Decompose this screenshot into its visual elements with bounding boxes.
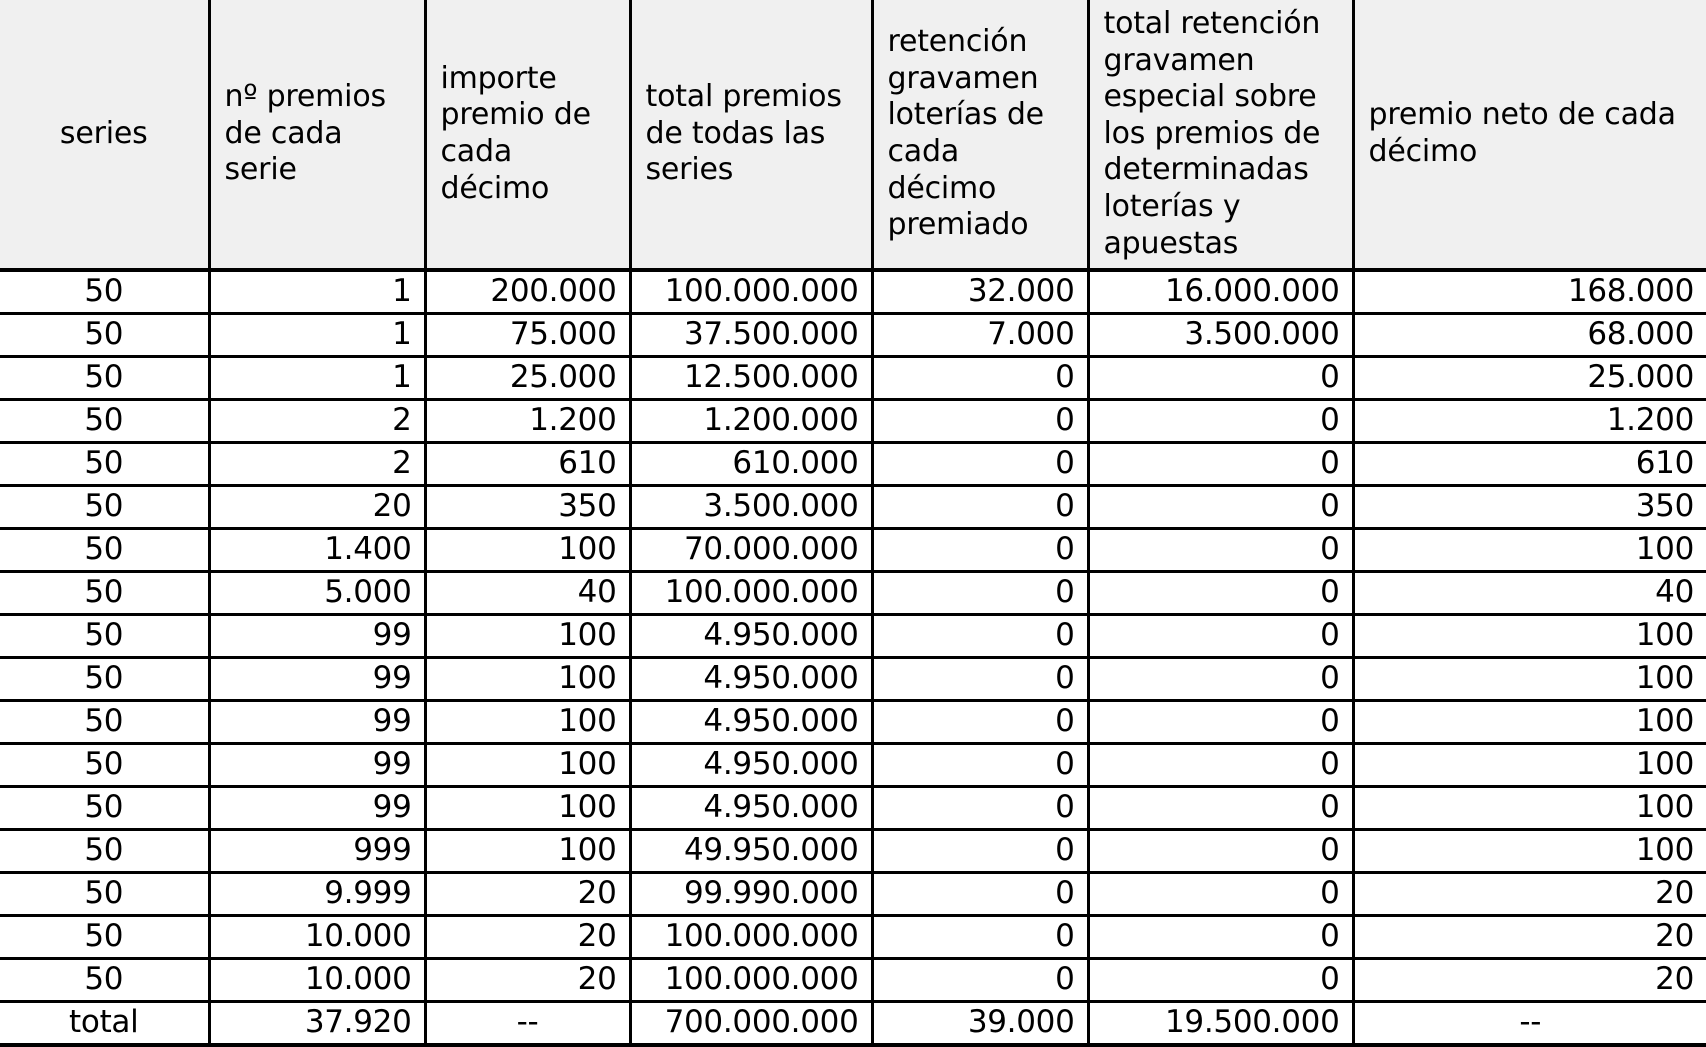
cell-total-retencion: 0 xyxy=(1088,443,1353,486)
cell-total-premios: 4.950.000 xyxy=(630,701,872,744)
cell-series: 50 xyxy=(0,615,209,658)
cell-premio-neto: -- xyxy=(1353,1002,1706,1046)
cell-total-premios: 37.500.000 xyxy=(630,314,872,357)
cell-total-retencion: 0 xyxy=(1088,572,1353,615)
cell-num-premios: 99 xyxy=(209,658,425,701)
cell-premio-neto: 100 xyxy=(1353,744,1706,787)
cell-premio-neto: 168.000 xyxy=(1353,270,1706,314)
cell-importe-premio: 75.000 xyxy=(425,314,630,357)
cell-importe-premio: 1.200 xyxy=(425,400,630,443)
cell-total-premios: 100.000.000 xyxy=(630,572,872,615)
cell-total-retencion: 0 xyxy=(1088,787,1353,830)
cell-total-retencion: 0 xyxy=(1088,486,1353,529)
cell-importe-premio: 100 xyxy=(425,787,630,830)
cell-total-retencion: 0 xyxy=(1088,658,1353,701)
table-header xyxy=(0,0,1706,270)
cell-retencion: 32.000 xyxy=(872,270,1088,314)
table-total-row xyxy=(0,1002,1706,1046)
cell-importe-premio: 20 xyxy=(425,959,630,1002)
table-row xyxy=(0,959,1706,1002)
cell-series: total xyxy=(0,1002,209,1046)
cell-total-premios: 700.000.000 xyxy=(630,1002,872,1046)
cell-premio-neto: 100 xyxy=(1353,701,1706,744)
cell-series: 50 xyxy=(0,830,209,873)
table-row xyxy=(0,270,1706,314)
cell-total-premios: 3.500.000 xyxy=(630,486,872,529)
cell-num-premios: 5.000 xyxy=(209,572,425,615)
cell-importe-premio: 25.000 xyxy=(425,357,630,400)
cell-series: 50 xyxy=(0,357,209,400)
cell-retencion: 0 xyxy=(872,357,1088,400)
cell-total-premios: 1.200.000 xyxy=(630,400,872,443)
cell-premio-neto: 20 xyxy=(1353,873,1706,916)
cell-series: 50 xyxy=(0,873,209,916)
cell-num-premios: 99 xyxy=(209,787,425,830)
cell-total-premios: 12.500.000 xyxy=(630,357,872,400)
cell-retencion: 0 xyxy=(872,959,1088,1002)
cell-retencion: 0 xyxy=(872,572,1088,615)
column-header-premio-neto: premio neto de cada décimo xyxy=(1353,0,1706,270)
cell-retencion: 0 xyxy=(872,916,1088,959)
cell-premio-neto: 350 xyxy=(1353,486,1706,529)
cell-num-premios: 1 xyxy=(209,270,425,314)
table-row xyxy=(0,787,1706,830)
cell-retencion: 0 xyxy=(872,443,1088,486)
cell-total-premios: 100.000.000 xyxy=(630,270,872,314)
cell-retencion: 0 xyxy=(872,701,1088,744)
cell-retencion: 39.000 xyxy=(872,1002,1088,1046)
column-header-total-retencion: total retención gravamen especial sobre los premios de determinadas loterías y apuestas xyxy=(1088,0,1353,270)
column-header-importe-premio: importe premio de cada décimo xyxy=(425,0,630,270)
cell-premio-neto: 610 xyxy=(1353,443,1706,486)
cell-series: 50 xyxy=(0,443,209,486)
table-row xyxy=(0,572,1706,615)
cell-total-retencion: 0 xyxy=(1088,873,1353,916)
cell-retencion: 7.000 xyxy=(872,314,1088,357)
cell-premio-neto: 20 xyxy=(1353,959,1706,1002)
cell-premio-neto: 100 xyxy=(1353,615,1706,658)
cell-total-retencion: 19.500.000 xyxy=(1088,1002,1353,1046)
cell-premio-neto: 25.000 xyxy=(1353,357,1706,400)
cell-total-premios: 4.950.000 xyxy=(630,787,872,830)
cell-total-premios: 4.950.000 xyxy=(630,744,872,787)
cell-importe-premio: 350 xyxy=(425,486,630,529)
cell-num-premios: 10.000 xyxy=(209,916,425,959)
cell-premio-neto: 100 xyxy=(1353,658,1706,701)
cell-importe-premio: 20 xyxy=(425,873,630,916)
header-row xyxy=(0,0,1706,270)
cell-importe-premio: 100 xyxy=(425,701,630,744)
cell-num-premios: 1 xyxy=(209,357,425,400)
cell-num-premios: 20 xyxy=(209,486,425,529)
cell-importe-premio: 100 xyxy=(425,529,630,572)
table-row xyxy=(0,400,1706,443)
cell-retencion: 0 xyxy=(872,486,1088,529)
cell-total-retencion: 0 xyxy=(1088,916,1353,959)
cell-total-premios: 100.000.000 xyxy=(630,959,872,1002)
cell-premio-neto: 68.000 xyxy=(1353,314,1706,357)
cell-retencion: 0 xyxy=(872,615,1088,658)
cell-series: 50 xyxy=(0,270,209,314)
cell-num-premios: 2 xyxy=(209,443,425,486)
cell-importe-premio: 100 xyxy=(425,744,630,787)
cell-series: 50 xyxy=(0,314,209,357)
cell-num-premios: 9.999 xyxy=(209,873,425,916)
column-header-total-premios: total premios de todas las series xyxy=(630,0,872,270)
cell-total-retencion: 0 xyxy=(1088,615,1353,658)
table-row xyxy=(0,916,1706,959)
cell-num-premios: 1.400 xyxy=(209,529,425,572)
cell-importe-premio: 20 xyxy=(425,916,630,959)
cell-importe-premio: 100 xyxy=(425,830,630,873)
cell-total-retencion: 0 xyxy=(1088,357,1353,400)
cell-total-retencion: 0 xyxy=(1088,830,1353,873)
cell-series: 50 xyxy=(0,916,209,959)
cell-series: 50 xyxy=(0,701,209,744)
table-row xyxy=(0,357,1706,400)
cell-total-premios: 610.000 xyxy=(630,443,872,486)
cell-series: 50 xyxy=(0,529,209,572)
cell-retencion: 0 xyxy=(872,744,1088,787)
cell-importe-premio: 40 xyxy=(425,572,630,615)
cell-retencion: 0 xyxy=(872,873,1088,916)
cell-importe-premio: 200.000 xyxy=(425,270,630,314)
table-row xyxy=(0,443,1706,486)
cell-num-premios: 999 xyxy=(209,830,425,873)
cell-importe-premio: 610 xyxy=(425,443,630,486)
cell-total-premios: 4.950.000 xyxy=(630,615,872,658)
cell-premio-neto: 100 xyxy=(1353,529,1706,572)
cell-retencion: 0 xyxy=(872,658,1088,701)
table-row xyxy=(0,529,1706,572)
cell-total-premios: 70.000.000 xyxy=(630,529,872,572)
cell-retencion: 0 xyxy=(872,400,1088,443)
cell-total-retencion: 0 xyxy=(1088,701,1353,744)
cell-premio-neto: 100 xyxy=(1353,787,1706,830)
table-row xyxy=(0,873,1706,916)
cell-num-premios: 37.920 xyxy=(209,1002,425,1046)
column-header-num-premios: nº premios de cada serie xyxy=(209,0,425,270)
cell-series: 50 xyxy=(0,744,209,787)
cell-num-premios: 99 xyxy=(209,615,425,658)
column-header-series: series xyxy=(0,0,209,270)
table-row xyxy=(0,744,1706,787)
cell-total-premios: 49.950.000 xyxy=(630,830,872,873)
cell-retencion: 0 xyxy=(872,787,1088,830)
cell-total-retencion: 0 xyxy=(1088,400,1353,443)
cell-num-premios: 99 xyxy=(209,744,425,787)
table-row xyxy=(0,701,1706,744)
cell-premio-neto: 20 xyxy=(1353,916,1706,959)
cell-num-premios: 99 xyxy=(209,701,425,744)
cell-retencion: 0 xyxy=(872,830,1088,873)
table-row xyxy=(0,658,1706,701)
cell-series: 50 xyxy=(0,658,209,701)
cell-importe-premio: -- xyxy=(425,1002,630,1046)
cell-num-premios: 10.000 xyxy=(209,959,425,1002)
table-row xyxy=(0,314,1706,357)
cell-premio-neto: 40 xyxy=(1353,572,1706,615)
cell-series: 50 xyxy=(0,486,209,529)
cell-series: 50 xyxy=(0,572,209,615)
cell-num-premios: 2 xyxy=(209,400,425,443)
cell-premio-neto: 1.200 xyxy=(1353,400,1706,443)
cell-total-premios: 100.000.000 xyxy=(630,916,872,959)
cell-total-retencion: 0 xyxy=(1088,529,1353,572)
cell-total-retencion: 3.500.000 xyxy=(1088,314,1353,357)
cell-num-premios: 1 xyxy=(209,314,425,357)
cell-importe-premio: 100 xyxy=(425,658,630,701)
cell-total-premios: 99.990.000 xyxy=(630,873,872,916)
cell-premio-neto: 100 xyxy=(1353,830,1706,873)
table-row xyxy=(0,486,1706,529)
table-row xyxy=(0,830,1706,873)
cell-series: 50 xyxy=(0,787,209,830)
cell-importe-premio: 100 xyxy=(425,615,630,658)
table-body xyxy=(0,270,1706,1045)
column-header-retencion: retención gravamen loterías de cada décimo premiado xyxy=(872,0,1088,270)
cell-series: 50 xyxy=(0,959,209,1002)
cell-total-premios: 4.950.000 xyxy=(630,658,872,701)
table-row xyxy=(0,615,1706,658)
cell-total-retencion: 16.000.000 xyxy=(1088,270,1353,314)
cell-series: 50 xyxy=(0,400,209,443)
cell-retencion: 0 xyxy=(872,529,1088,572)
cell-total-retencion: 0 xyxy=(1088,959,1353,1002)
cell-total-retencion: 0 xyxy=(1088,744,1353,787)
